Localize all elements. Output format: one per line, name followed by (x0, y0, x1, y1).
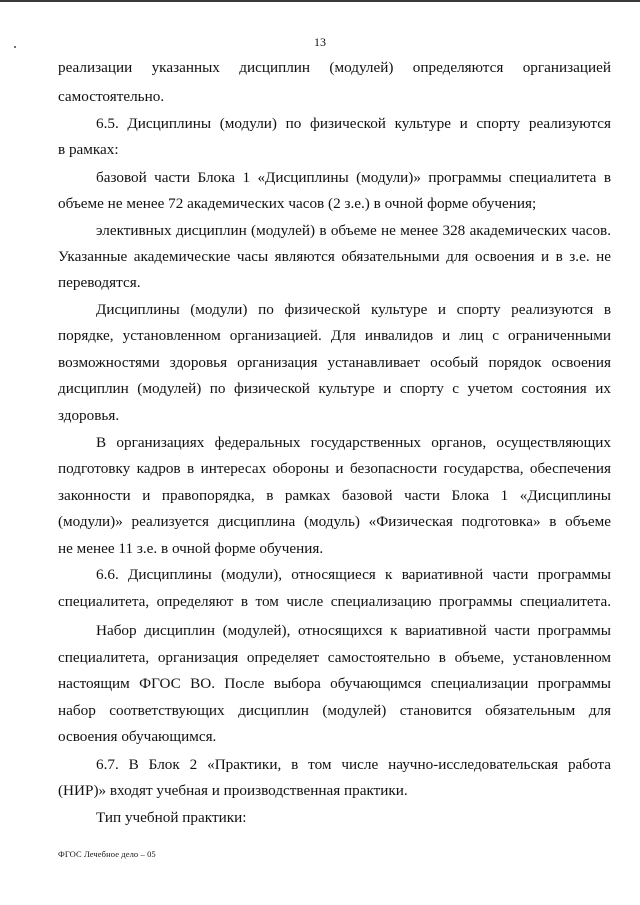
text-line: Дисциплины (модули) по физической культуре и спорту реализуются в (96, 301, 611, 318)
text-line: освоения обучающимся. (58, 728, 217, 745)
text-line: (модули)» реализуется дисциплина (модуль) «Физическая подготовка» в объеме (58, 513, 611, 530)
text-line: переводятся. (58, 274, 141, 291)
text-line: не менее 11 з.е. в очной форме обучения. (58, 540, 324, 557)
text-line: 6.7. В Блок 2 «Практики, в том числе научно-исследовательская работа (96, 756, 611, 773)
scan-top-border (0, 0, 640, 2)
text-line: подготовку кадров в интересах обороны и безопасности государства, обеспечения (58, 460, 611, 477)
text-line: базовой части Блока 1 «Дисциплины (модули)» программы специалитета в (96, 169, 611, 186)
text-line: Указанные академические часы являются обязательными для освоения и в з.е. не (58, 248, 611, 265)
text-line: Тип учебной практики: (96, 809, 247, 826)
text-line: законности и правопорядка, в рамках базовой части Блока 1 «Дисциплины (58, 487, 611, 504)
text-line: набор соответствующих дисциплин (модулей) становится обязательным для (58, 702, 611, 719)
text-line: в рамках: (58, 141, 119, 158)
text-line: В организациях федеральных государственных органов, осуществляющих (96, 434, 611, 451)
text-line: 6.6. Дисциплины (модули), относящиеся к вариативной части программы (96, 566, 611, 583)
text-line: специалитета, определяют в том числе специализацию программы специалитета. (58, 593, 611, 610)
text-line: элективных дисциплин (модулей) в объеме не менее 328 академических часов. (96, 222, 611, 239)
text-line: настоящим ФГОС ВО. После выбора обучающимся специализации программы (58, 675, 611, 692)
text-line: здоровья. (58, 407, 120, 424)
text-line: возможностями здоровья организация устанавливает особый порядок освоения (58, 354, 611, 371)
text-line: порядке, установленном организацией. Для инвалидов и лиц с ограниченными (58, 327, 611, 344)
text-line: дисциплин (модулей) по физической культуре и спорту с учетом состояния их (58, 380, 611, 397)
text-line: 6.5. Дисциплины (модули) по физической культуре и спорту реализуются (96, 115, 611, 132)
text-line: Набор дисциплин (модулей), относящихся к вариативной части программы (96, 622, 611, 639)
page-number: 13 (314, 35, 326, 49)
text-line: специалитета, организация определяет самостоятельно в объеме, установленном (58, 649, 611, 666)
text-line: реализации указанных дисциплин (модулей) определяются организацией (58, 59, 611, 76)
text-line: (НИР)» входят учебная и производственная практики. (58, 782, 408, 799)
text-line: объеме не менее 72 академических часов (2 з.е.) в очной форме обучения; (58, 195, 537, 212)
footer-document-code: ФГОС Лечебное дело – 05 (58, 849, 156, 859)
text-line: самостоятельно. (58, 88, 165, 105)
